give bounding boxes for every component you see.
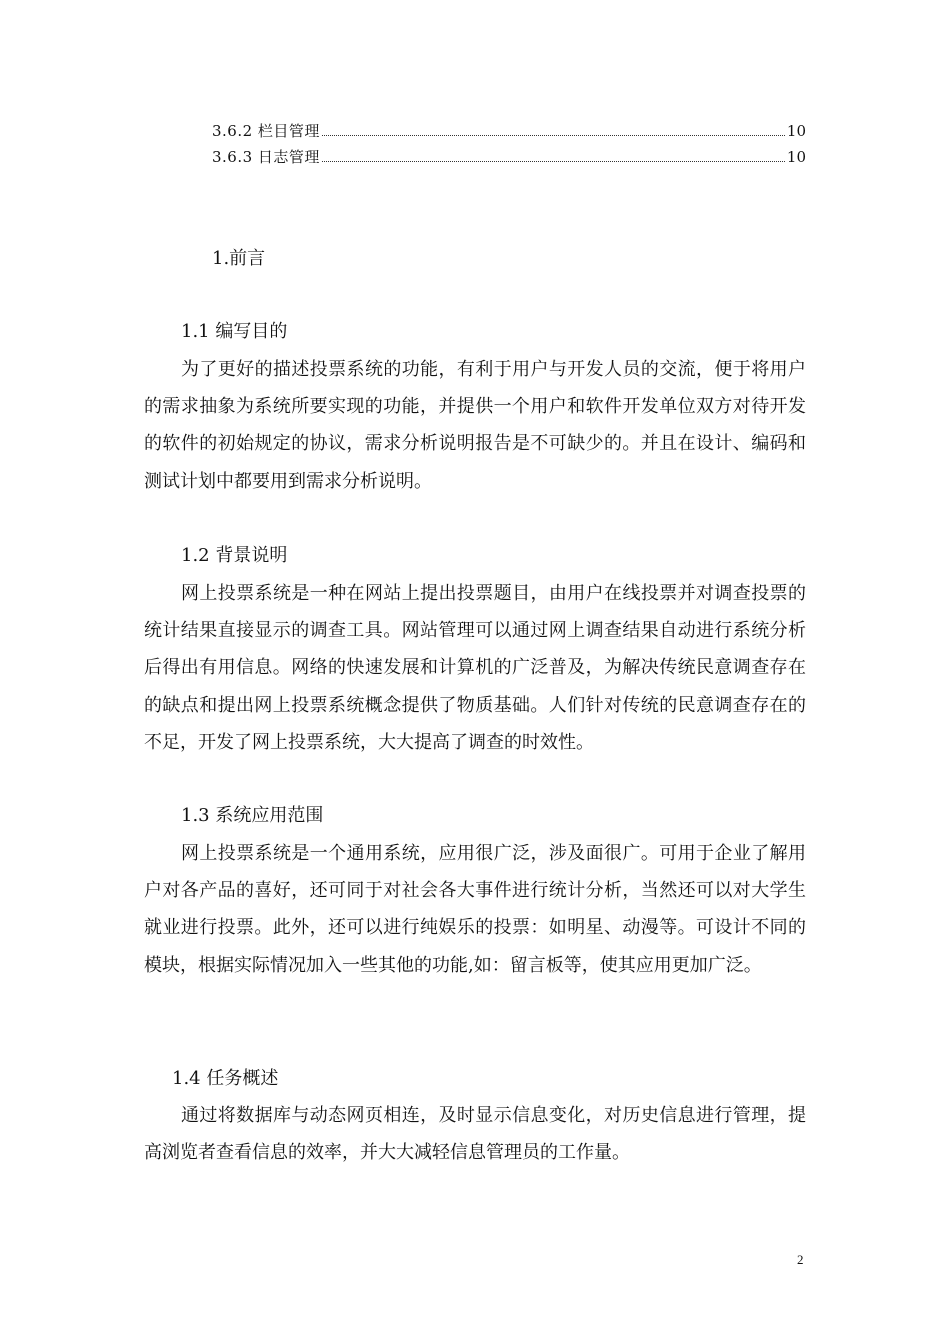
chapter-heading: 1.前言 [212, 248, 266, 269]
toc-entry-page: 10 [786, 148, 806, 166]
toc-leader-dots [322, 160, 785, 162]
page-number: 2 [797, 1252, 804, 1267]
toc-entry-label: 3.6.2 栏目管理 [212, 122, 320, 140]
section-heading-purpose: 1.1 编写目的 [181, 321, 288, 342]
section-heading-task-overview: 1.4 任务概述 [172, 1068, 279, 1089]
toc-entry[interactable] [212, 144, 806, 170]
toc-entry-page: 10 [786, 122, 806, 140]
section-paragraph-task-overview: 通过将数据库与动态网页相连，及时显示信息变化，对历史信息进行管理，提高浏览者查看信息的效率，并大大减轻信息管理员的工作量。 [144, 1105, 806, 1164]
section-heading-background: 1.2 背景说明 [181, 545, 288, 566]
toc-entry-label: 3.6.3 日志管理 [212, 148, 320, 166]
table-of-contents [212, 118, 806, 170]
toc-leader-dots [322, 134, 785, 136]
section-paragraph-scope: 网上投票系统是一个通用系统，应用很广泛，涉及面很广。可用于企业了解用户对各产品的喜好，还可同于对社会各大事件进行统计分析，当然还可以对大学生就业进行投票。此外，还可以进行纯娱乐的投票：如明星、动漫等。可设计不同的模块，根据实际情况加入一些其他的功能,如：留言板等，使其应用更加广泛。 [144, 843, 806, 976]
section-paragraph-purpose: 为了更好的描述投票系统的功能，有利于用户与开发人员的交流，便于将用户的需求抽象为系统所要实现的功能，并提供一个用户和软件开发单位双方对待开发的软件的初始规定的协议，需求分析说明报告是不可缺少的。并且在设计、编码和测试计划中都要用到需求分析说明。 [144, 359, 806, 492]
toc-entry[interactable] [212, 118, 806, 144]
section-paragraph-background: 网上投票系统是一种在网站上提出投票题目，由用户在线投票并对调查投票的统计结果直接显示的调查工具。网站管理可以通过网上调查结果自动进行系统分析后得出有用信息。网络的快速发展和计算机的广泛普及，为解决传统民意调查存在的缺点和提出网上投票系统概念提供了物质基础。人们针对传统的民意调查存在的不足，开发了网上投票系统，大大提高了调查的时效性。 [144, 583, 806, 753]
section-heading-scope: 1.3 系统应用范围 [181, 805, 324, 826]
